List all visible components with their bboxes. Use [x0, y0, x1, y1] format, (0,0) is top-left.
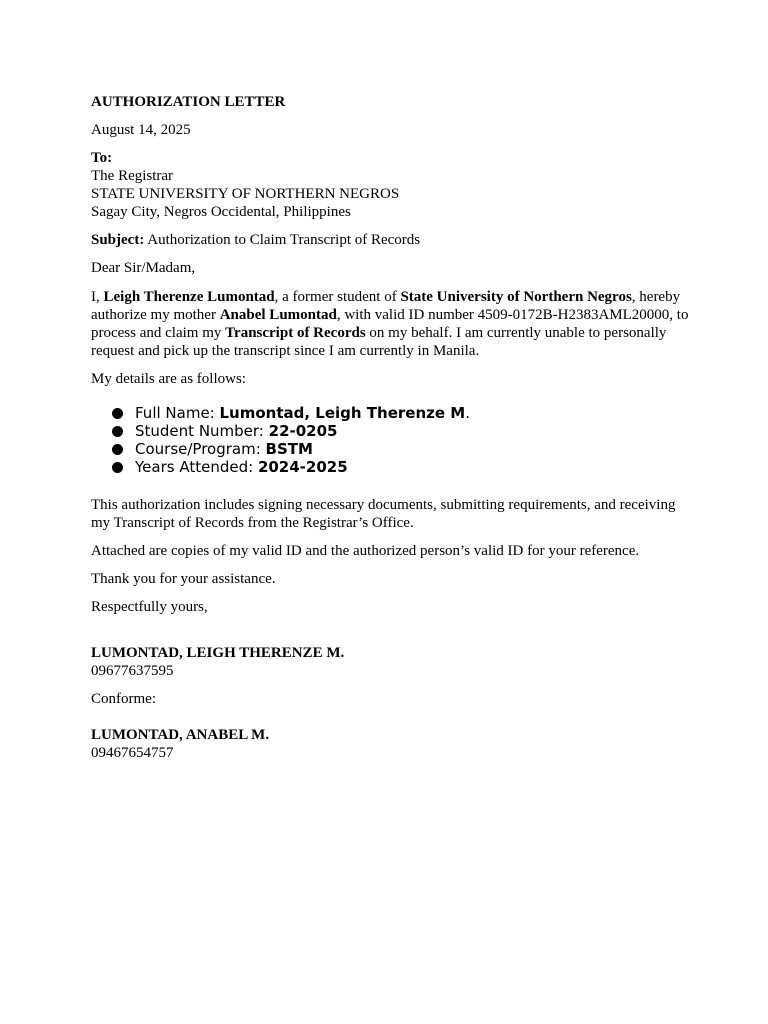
body1-text-5: on my behalf. I am currently unable to personally request and pick up the transcript since I am currently in Manila.	[91, 325, 667, 359]
body-paragraph-1	[91, 288, 691, 360]
recipient-line-3: Sagay City, Negros Occidental, Philippines	[91, 204, 351, 220]
salutation: Dear Sir/Madam,	[91, 260, 196, 276]
detail-value: Lumontad, Leigh Therenze M	[219, 404, 466, 422]
body1-text-4: , with valid ID number 4509-0172B-H2383AML20000, to process and claim my	[91, 307, 689, 341]
list-item	[91, 404, 691, 422]
bullet-icon	[112, 426, 123, 437]
subject-text: Authorization to Claim Transcript of Records	[144, 232, 421, 248]
detail-suffix: .	[465, 404, 470, 422]
recipient-line-2: STATE UNIVERSITY OF NORTHERN NEGROS	[91, 186, 400, 202]
recipient-line-1: The Registrar	[91, 168, 174, 184]
details-list	[91, 404, 691, 476]
recipient-block	[91, 149, 691, 221]
subject-line	[91, 231, 691, 249]
thanks-line: Thank you for your assistance.	[91, 571, 276, 587]
detail-label: Student Number:	[135, 422, 269, 440]
student-name: Leigh Therenze Lumontad	[103, 289, 275, 305]
document-name: Transcript of Records	[225, 325, 366, 341]
body-paragraph-3: Attached are copies of my valid ID and the authorized person’s valid ID for your reference.	[91, 543, 640, 559]
detail-value: BSTM	[265, 440, 313, 458]
conforme-block	[91, 726, 691, 762]
conforme-name: LUMONTAD, ANABEL M.	[91, 727, 270, 743]
detail-label: Years Attended:	[135, 458, 258, 476]
conforme-phone: 09467654757	[91, 745, 174, 761]
detail-value: 22-0205	[268, 422, 338, 440]
body1-text-3: , hereby authorize my mother	[91, 289, 681, 323]
letter-heading: AUTHORIZATION LETTER	[91, 94, 286, 110]
list-item	[91, 440, 691, 458]
body-paragraph-2: This authorization includes signing necessary documents, submitting requirements, and receiving my Transcript of Records from the Registrar’s Office.	[91, 497, 676, 531]
body1-text-2: , a former student of	[274, 289, 401, 305]
signer-name: LUMONTAD, LEIGH THERENZE M.	[91, 645, 345, 661]
university-name: State University of Northern Negros	[400, 289, 632, 305]
list-item	[91, 458, 691, 476]
body1-text-1: I,	[91, 289, 104, 305]
details-intro: My details are as follows:	[91, 371, 246, 387]
detail-label: Course/Program:	[135, 440, 266, 458]
signer-block	[91, 644, 691, 680]
conforme-label: Conforme:	[91, 691, 156, 707]
letter-date: August 14, 2025	[91, 122, 191, 138]
signer-phone: 09677637595	[91, 663, 174, 679]
to-label: To:	[91, 150, 113, 166]
authorized-person-name: Anabel Lumontad	[219, 307, 337, 323]
subject-label: Subject:	[91, 232, 145, 248]
detail-value: 2024-2025	[257, 458, 348, 476]
bullet-icon	[112, 408, 123, 419]
bullet-icon	[112, 462, 123, 473]
list-item	[91, 422, 691, 440]
closing-line: Respectfully yours,	[91, 599, 208, 615]
detail-label: Full Name:	[135, 404, 220, 422]
bullet-icon	[112, 444, 123, 455]
